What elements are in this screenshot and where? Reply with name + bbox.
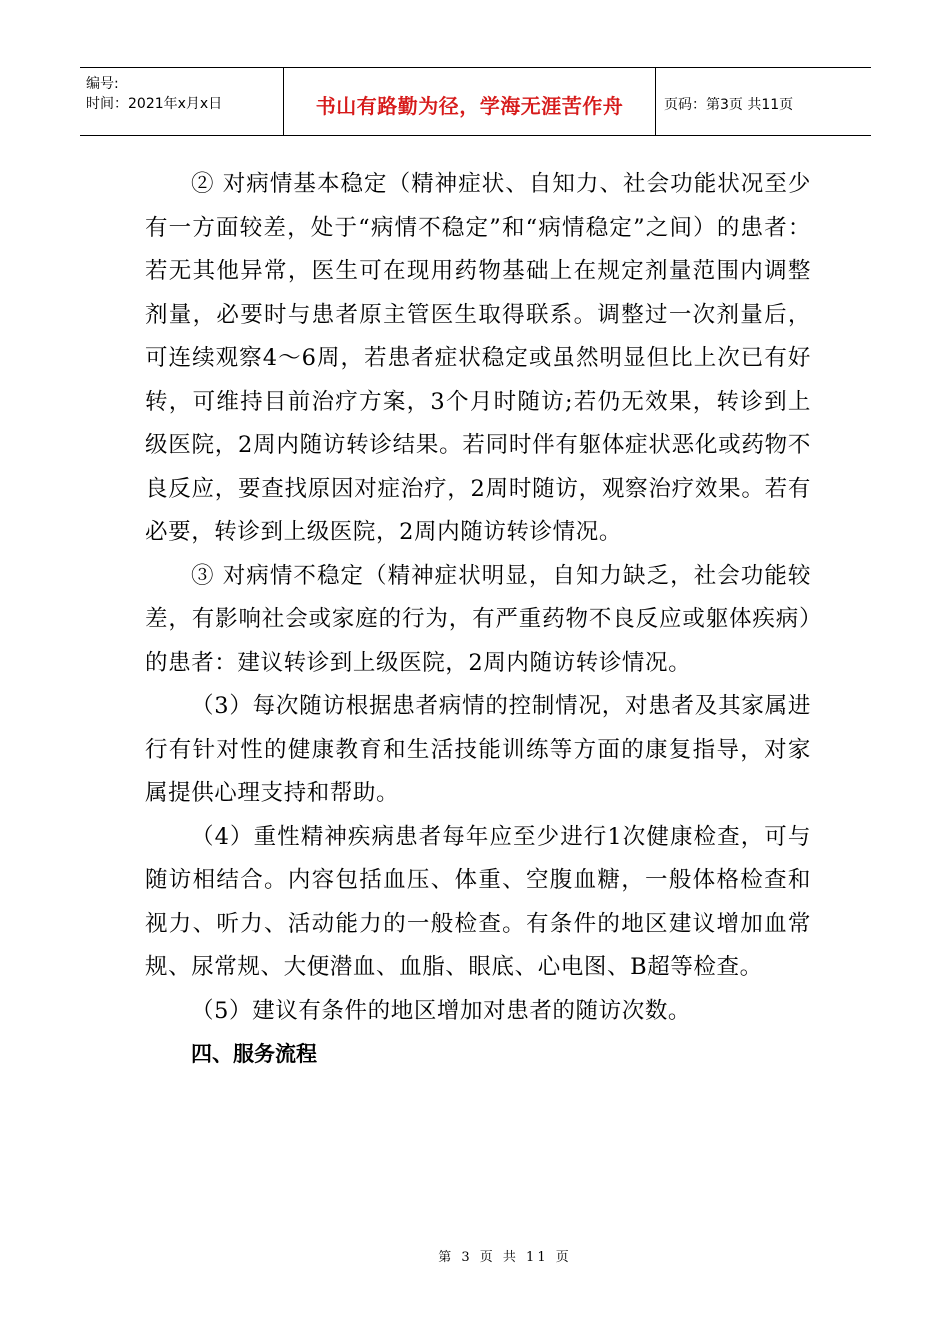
paragraph-item-3: （3）每次随访根据患者病情的控制情况，对患者及其家属进行有针对性的健康教育和生活技能训练等方面的康复指导，对家属提供心理支持和帮助。 <box>145 693 811 806</box>
header-time-label: 时间：2021年x月x日 <box>86 96 223 112</box>
paragraph-item-4: （4）重性精神疾病患者每年应至少进行1次健康检查，可与随访相结合。内容包括血压、体重、空腹血糖，一般体格检查和视力、听力、活动能力的一般检查。有条件的地区建议增加血常规、尿常规、大便潜血、血脂、眼底、心电图、B超等检查。 <box>145 823 811 980</box>
page-header <box>80 67 871 136</box>
document-body <box>145 163 811 1077</box>
header-page-info: 页码：第3页 共11页 <box>664 96 794 113</box>
header-number-label: 编号: <box>86 76 119 92</box>
paragraph-unstable-patients: ③ 对病情不稳定（精神症状明显，自知力缺乏，社会功能较差，有影响社会或家庭的行为，有严重药物不良反应或躯体疾病）的患者：建议转诊到上级医院，2周内随访转诊情况。 <box>145 562 811 676</box>
header-motto: 书山有路勤为径，学海无涯苦作舟 <box>283 68 656 135</box>
paragraph-item-5: （5）建议有条件的地区增加对患者的随访次数。 <box>191 997 692 1024</box>
section-title: 四、服务流程 <box>191 1042 317 1066</box>
header-meta <box>80 68 283 135</box>
paragraph-stable-patients: ② 对病情基本稳定（精神症状、自知力、社会功能状况至少有一方面较差，处于“病情不稳定”和“病情稳定”之间）的患者：若无其他异常，医生可在现用药物基础上在规定剂量范围内调整剂量，必要时与患者原主管医生取得联系。调整过一次剂量后，可连续观察4～6周，若患者症状稳定或虽然明显但比上次已有好转，可维持目前治疗方案，3个月时随访;若仍无效果，转诊到上级医院，2周内随访转诊结果。若同时伴有躯体症状恶化或药物不良反应，要查找原因对症治疗，2周时随访，观察治疗效果。若有必要，转诊到上级医院，2周内随访转诊情况。 <box>145 171 811 545</box>
page-footer: 第 3 页 共 11 页 <box>438 1250 572 1265</box>
